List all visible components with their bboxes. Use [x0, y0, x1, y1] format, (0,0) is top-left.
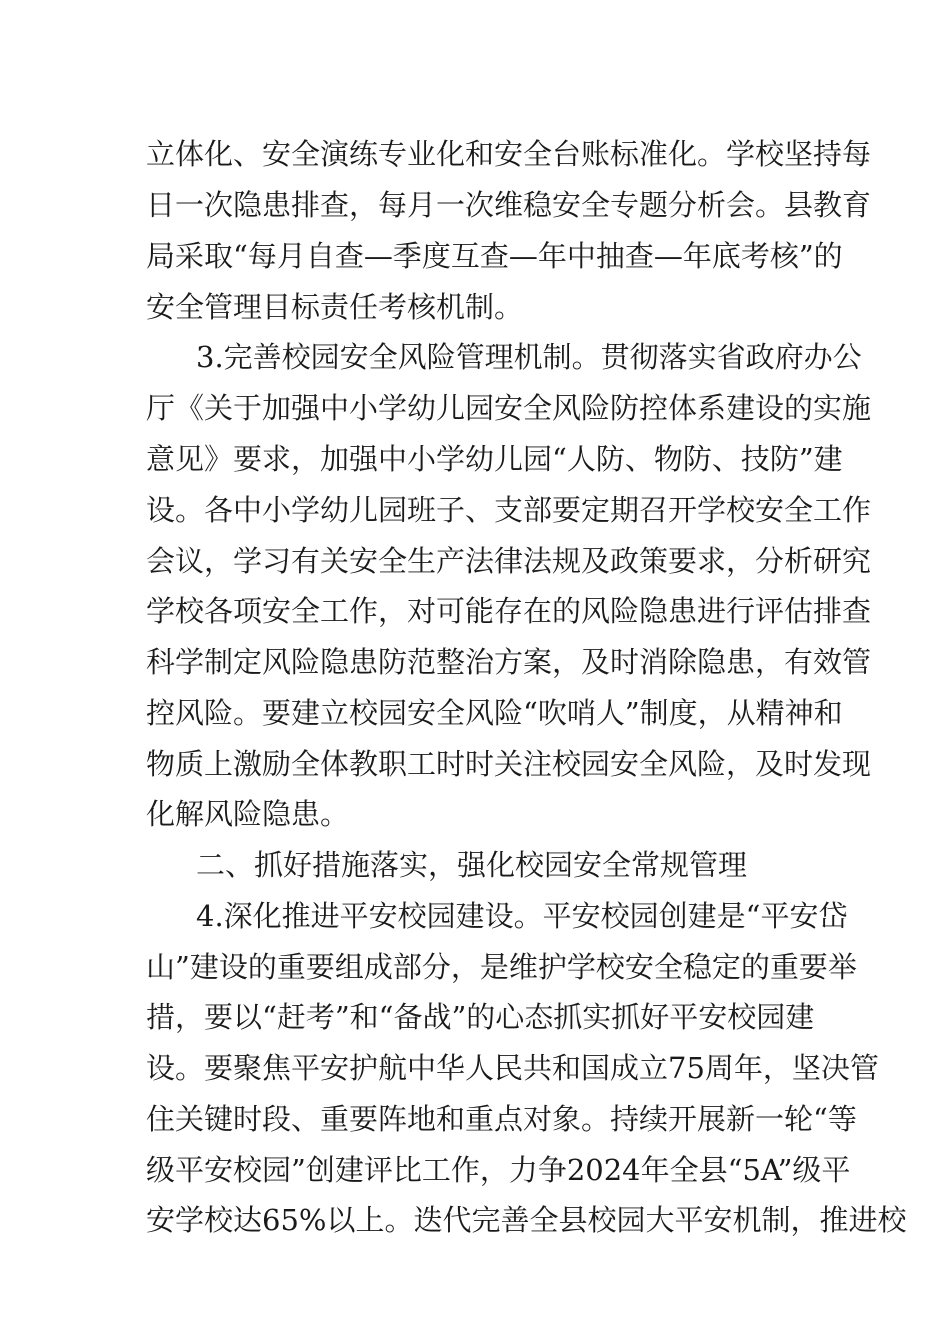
paragraph-line: 学校各项安全工作，对可能存在的风险隐患进行评估排查: [146, 594, 872, 628]
paragraph-line: 设。要聚焦平安护航中华人民共和国成立75周年，坚决管: [146, 1051, 879, 1085]
paragraph-line: 3.完善校园安全风险管理机制。贯彻落实省政府办公: [196, 340, 862, 374]
paragraph-line: 科学制定风险隐患防范整治方案，及时消除隐患，有效管: [146, 645, 872, 679]
paragraph-line: 住关键时段、重要阵地和重点对象。持续开展新一轮“等: [146, 1102, 857, 1136]
paragraph-line: 意见》要求，加强中小学幼儿园“人防、物防、技防”建: [146, 442, 843, 476]
paragraph-line: 局采取“每月自查—季度互查—年中抽查—年底考核”的: [146, 239, 843, 273]
paragraph-line: 级平安校园”创建评比工作，力争2024年全县“5A”级平: [146, 1153, 851, 1187]
paragraph-line: 厅《关于加强中小学幼儿园安全风险防控体系建设的实施: [146, 391, 872, 425]
paragraph-line: 物质上激励全体教职工时时关注校园安全风险，及时发现: [146, 747, 872, 781]
section-heading: 二、抓好措施落实，强化校园安全常规管理: [196, 848, 748, 882]
paragraph-line: 设。各中小学幼儿园班子、支部要定期召开学校安全工作: [146, 493, 872, 527]
paragraph-line: 日一次隐患排查，每月一次维稳安全专题分析会。县教育: [146, 188, 872, 222]
paragraph-line: 措，要以“赶考”和“备战”的心态抓实抓好平安校园建: [146, 1000, 815, 1034]
paragraph-line: 4.深化推进平安校园建设。平安校园创建是“平安岱: [196, 899, 848, 933]
paragraph-line: 山”建设的重要组成部分，是维护学校安全稳定的重要举: [146, 950, 857, 984]
paragraph-line: 安全管理目标责任考核机制。: [146, 290, 524, 324]
paragraph-line: 安学校达65%以上。迭代完善全县校园大平安机制，推进校: [146, 1203, 907, 1237]
paragraph-line: 立体化、安全演练专业化和安全台账标准化。学校坚持每: [146, 137, 872, 171]
paragraph-line: 化解风险隐患。: [146, 797, 350, 831]
paragraph-line: 控风险。要建立校园安全风险“吹哨人”制度，从精神和: [146, 696, 843, 730]
paragraph-line: 会议，学习有关安全生产法律法规及政策要求，分析研究: [146, 544, 872, 578]
